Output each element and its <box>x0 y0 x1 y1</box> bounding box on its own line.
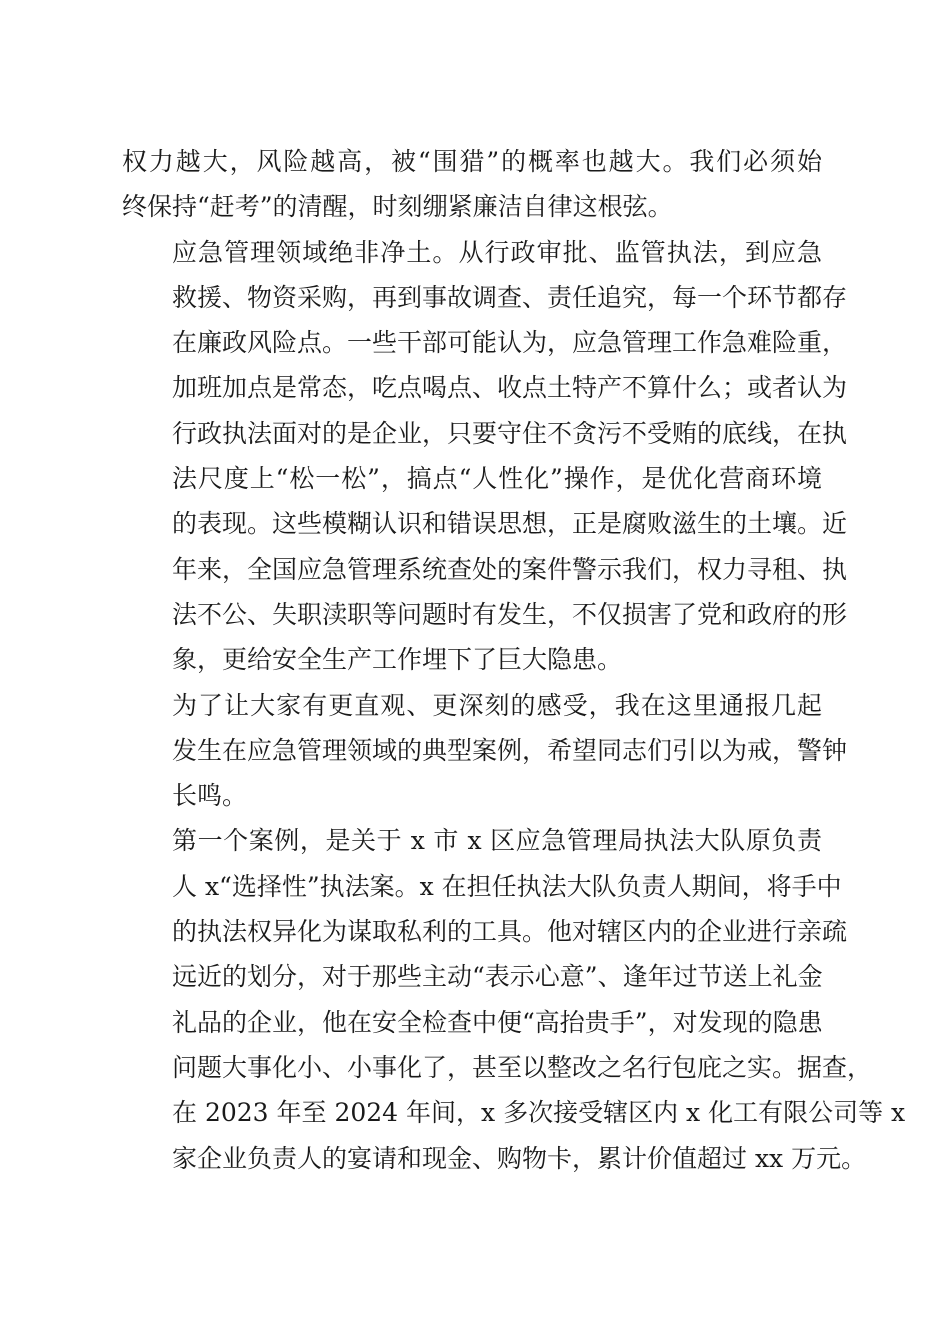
text-line: 的表现。这些模糊认识和错误思想，正是腐败滋生的土壤。近 <box>172 509 848 539</box>
text-line: 救援、物资采购，再到事故调查、责任追究，每一个环节都存 <box>172 282 848 312</box>
text-line: 问题大事化小、小事化了，甚至以整改之名行包庇之实。据查， <box>172 1052 873 1082</box>
text-line: 行政执法面对的是企业，只要守住不贪污不受贿的底线，在执 <box>172 418 848 448</box>
document-body <box>122 139 906 1181</box>
text-line: 加班加点是常态，吃点喝点、收点土特产不算什么；或者认为 <box>172 373 848 403</box>
text-line: 在 2023 年至 2024 年间，x 多次接受辖区内 x 化工有限公司等 x <box>172 1098 906 1128</box>
paragraph <box>122 139 822 230</box>
text-line: 年来，全国应急管理系统查处的案件警示我们，权力寻租、执 <box>172 554 848 584</box>
text-line: 为了让大家有更直观、更深刻的感受，我在这里通报几起 <box>172 690 822 720</box>
text-line: 在廉政风险点。一些干部可能认为，应急管理工作急难险重， <box>172 328 848 358</box>
paragraph <box>122 683 848 819</box>
text-line: 法不公、失职渎职等问题时有发生，不仅损害了党和政府的形 <box>172 599 848 629</box>
text-line: 象，更给安全生产工作埋下了巨大隐患。 <box>172 645 623 675</box>
text-line: 人 x“选择性”执法案。x 在担任执法大队负责人期间，将手中 <box>172 871 842 901</box>
paragraph <box>122 818 906 1180</box>
text-line: 权力越大，风险越高，被“围猎”的概率也越大。我们必须始 <box>122 147 822 176</box>
text-line: 终保持“赶考”的清醒，时刻绷紧廉洁自律这根弦。 <box>122 192 673 222</box>
text-line: 第一个案例，是关于 x 市 x 区应急管理局执法大队原负责 <box>172 826 822 856</box>
text-line: 的执法权异化为谋取私利的工具。他对辖区内的企业进行亲疏 <box>172 917 848 947</box>
text-line: 法尺度上“松一松”，搞点“人性化”操作，是优化营商环境 <box>172 464 822 494</box>
text-line: 发生在应急管理领域的典型案例，希望同志们引以为戒，警钟 <box>172 735 848 765</box>
text-line: 远近的划分，对于那些主动“表示心意”、逢年过节送上礼金 <box>172 962 823 992</box>
text-line: 礼品的企业，他在安全检查中便“高抬贵手”，对发现的隐患 <box>172 1007 823 1037</box>
text-line: 家企业负责人的宴请和现金、购物卡，累计价值超过 xx 万元。 <box>172 1143 867 1173</box>
text-line: 应急管理领域绝非净土。从行政审批、监管执法，到应急 <box>172 237 822 267</box>
paragraph <box>122 230 848 683</box>
text-line: 长鸣。 <box>172 781 248 811</box>
